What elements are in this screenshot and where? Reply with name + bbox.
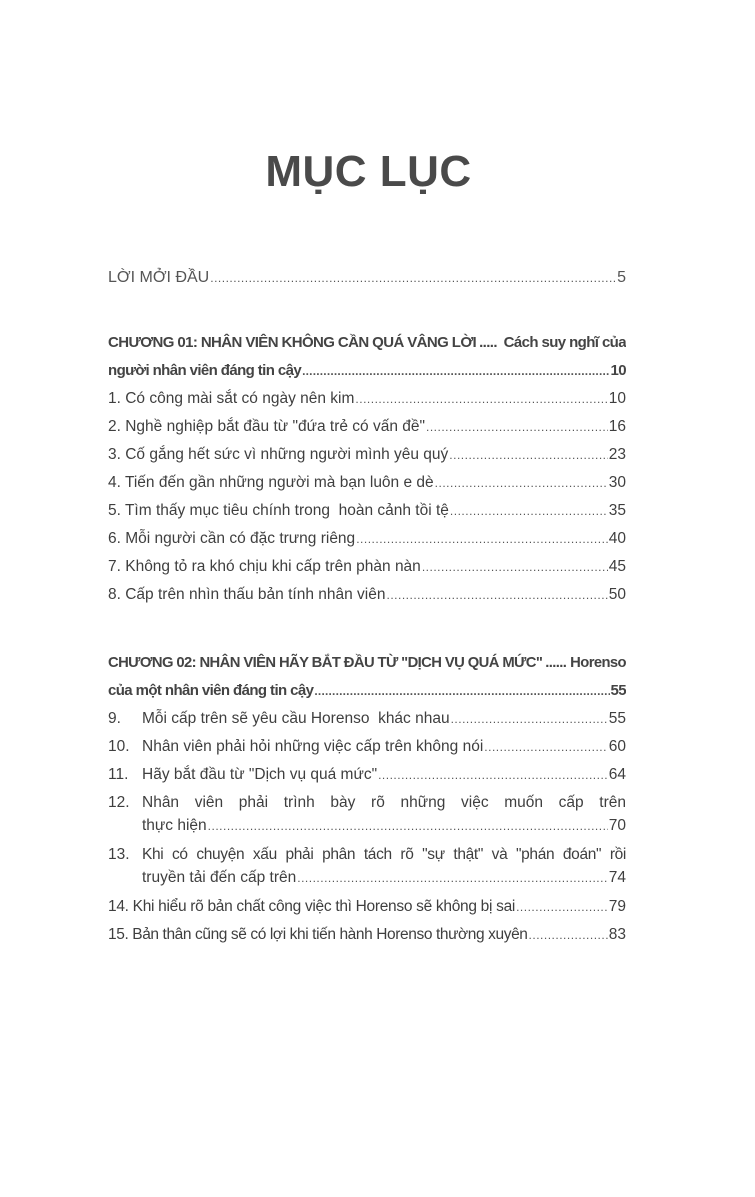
toc-entry-label: LỜI MỞI ĐẦU [108, 269, 210, 286]
dot-leader [529, 921, 608, 949]
chapter-title-separator: ...... [545, 655, 567, 671]
toc-entry-label: 7. Không tỏ ra khó chịu khi cấp trên phàn nàn [108, 558, 421, 575]
toc-intro [108, 264, 626, 292]
toc-entry-page: 64 [608, 766, 626, 783]
dot-leader [314, 677, 609, 705]
chapter-title-separator: ..... [479, 334, 497, 351]
chapter-subtitle: Horenso [570, 655, 626, 671]
dot-leader [449, 441, 607, 469]
toc-entry-label-line-2: thực hiện [142, 817, 207, 834]
dot-leader [451, 705, 608, 733]
toc-entry[interactable] [108, 789, 626, 837]
toc-entry-label: 14. Khi hiểu rõ bản chất công việc thì Horenso sẽ không bị sai [108, 898, 516, 915]
chapter-title: CHƯƠNG 01: NHÂN VIÊN KHÔNG CẦN QUÁ VÂNG LỜI [108, 334, 477, 351]
toc-entry-label: 3. Cố gắng hết sức vì những người mình yêu quý [108, 446, 449, 463]
toc-entry[interactable] [108, 761, 626, 789]
dot-leader [302, 357, 609, 385]
dot-leader [378, 761, 608, 789]
dot-leader [426, 413, 608, 441]
dot-leader [387, 581, 608, 609]
toc-entry-page: 50 [608, 586, 626, 603]
toc-entry-label: 6. Mỗi người cần có đặc trưng riêng [108, 530, 356, 547]
dot-leader [435, 469, 608, 497]
chapter-subtitle-cont: của một nhân viên đáng tin cậy [108, 682, 314, 699]
dot-leader [516, 893, 608, 921]
chapter-heading[interactable] [108, 649, 626, 705]
toc-entry-page: 30 [608, 474, 626, 491]
toc-entry[interactable] [108, 553, 626, 581]
toc-entry[interactable] [108, 264, 626, 292]
chapter-heading-line-2 [108, 357, 626, 385]
toc-entry-page: 74 [608, 869, 626, 886]
toc-entry-page: 83 [608, 926, 626, 943]
dot-leader [297, 867, 608, 889]
toc-entry-label: 15. Bản thân cũng sẽ có lợi khi tiến hành Horenso thường xuyên [108, 926, 528, 943]
chapter-page: 55 [610, 682, 626, 699]
chapter-heading-line-1 [108, 649, 626, 677]
toc-entry-label-line-2: truyền tải đến cấp trên [142, 869, 297, 886]
toc-entry[interactable] [108, 581, 626, 609]
dot-leader [422, 553, 608, 581]
chapter-heading[interactable] [108, 329, 626, 385]
dot-leader [450, 497, 608, 525]
toc-entry-label-line-1: Khi có chuyện xấu phải phân tách rõ "sự thật" và "phán đoán" rồi [142, 846, 626, 863]
toc-entry-label: 1. Có công mài sắt có ngày nên kim [108, 390, 355, 407]
toc-entry[interactable] [108, 841, 626, 889]
dot-leader [484, 733, 607, 761]
toc-entry-page: 79 [608, 898, 626, 915]
toc-entry-page: 60 [608, 738, 626, 755]
toc-chapter-2 [108, 649, 626, 949]
toc-entry-page: 40 [608, 530, 626, 547]
toc-entry-label: Nhân viên phải hỏi những việc cấp trên không nói [142, 738, 484, 755]
toc-entry[interactable] [108, 441, 626, 469]
toc-entry[interactable] [108, 497, 626, 525]
toc-entry-label: 2. Nghề nghiệp bắt đầu từ "đứa trẻ có vấn đề" [108, 418, 425, 435]
chapter-page: 10 [610, 362, 626, 379]
toc-entry-page: 35 [608, 502, 626, 519]
chapter-heading-line-1 [108, 329, 626, 357]
dot-leader [210, 264, 616, 292]
dot-leader [355, 385, 607, 413]
toc-entry-page: 10 [608, 390, 626, 407]
page-title: MỤC LỤC [265, 147, 472, 196]
toc-entry-label: Mỗi cấp trên sẽ yêu cầu Horenso khác nhau [142, 710, 450, 727]
toc-entry-number: 9. [108, 710, 121, 727]
toc-entry-page: 55 [608, 710, 626, 727]
toc-entry[interactable] [108, 705, 626, 733]
toc-entry[interactable] [108, 921, 626, 949]
toc-entry-label: Hãy bắt đầu từ "Dịch vụ quá mức" [142, 766, 378, 783]
toc-entry-label: 5. Tìm thấy mục tiêu chính trong hoàn cảnh tồi tệ [108, 502, 449, 519]
dot-leader [356, 525, 608, 553]
toc-entry-number: 12. [108, 794, 130, 811]
toc-entry-page: 16 [608, 418, 626, 435]
toc-entry[interactable] [108, 893, 626, 921]
toc-entry-label: 4. Tiến đến gần những người mà bạn luôn e dè [108, 474, 434, 491]
toc-chapter-1 [108, 329, 626, 609]
toc-entry-page: 70 [608, 817, 626, 834]
toc-entry[interactable] [108, 525, 626, 553]
toc-entry[interactable] [108, 733, 626, 761]
dot-leader [208, 815, 608, 837]
toc-entry-label: 8. Cấp trên nhìn thấu bản tính nhân viên [108, 586, 386, 603]
chapter-subtitle-cont: người nhân viên đáng tin cậy [108, 362, 302, 379]
toc-entry[interactable] [108, 413, 626, 441]
chapter-heading-line-2 [108, 677, 626, 705]
toc-entry-page: 5 [617, 269, 626, 286]
toc-entry-number: 13. [108, 846, 130, 863]
toc-entry-label-line-1: Nhân viên phải trình bày rõ những việc muốn cấp trên [142, 794, 626, 811]
chapter-title: CHƯƠNG 02: NHÂN VIÊN HÃY BẮT ĐẦU TỪ "DỊCH VỤ QUÁ MỨC" [108, 655, 543, 671]
toc-entry-page: 45 [608, 558, 626, 575]
toc-entry-page: 23 [608, 446, 626, 463]
toc-entry-number: 11. [108, 766, 129, 783]
toc-entry-number: 10. [108, 738, 130, 755]
toc-entry[interactable] [108, 469, 626, 497]
chapter-subtitle: Cách suy nghĩ của [503, 334, 626, 351]
toc-entry[interactable] [108, 385, 626, 413]
